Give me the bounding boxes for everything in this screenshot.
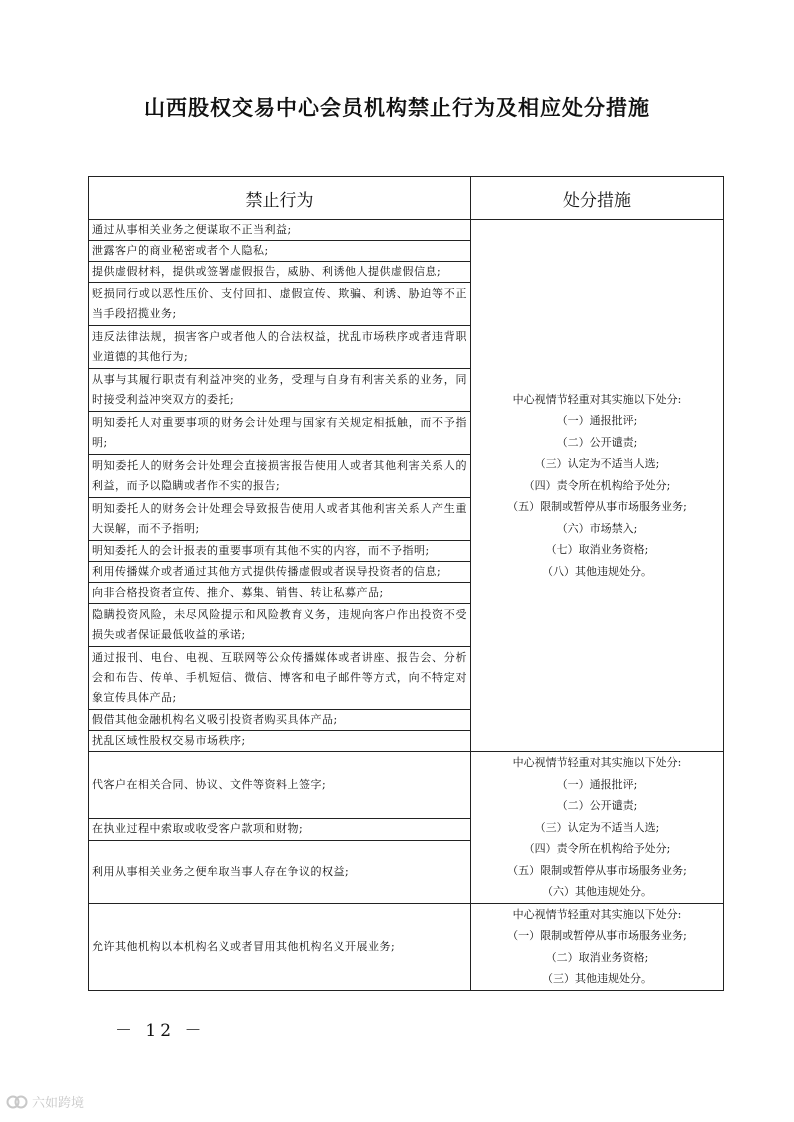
behavior-cell: 提供虚假材料，提供或签署虚假报告，威胁、利诱他人提供虚假信息; xyxy=(89,262,471,283)
behavior-cell: 代客户在相关合同、协议、文件等资料上签字; xyxy=(89,752,471,819)
measure-line: （一）限制或暂停从事市场服务业务; xyxy=(507,929,687,942)
measure-line: （二）取消业务资格; xyxy=(545,950,649,964)
measures-cell-group-2 xyxy=(471,752,724,904)
behavior-cell: 隐瞒投资风险，未尽风险提示和风险教育义务，违规向客户作出投资不受损失或者保证最低收益的承诺; xyxy=(89,604,471,647)
measure-line: （三）认定为不适当人选; xyxy=(534,820,660,834)
behavior-cell: 泄露客户的商业秘密或者个人隐私; xyxy=(89,241,471,262)
behavior-cell: 利用从事相关业务之便牟取当事人存在争议的权益; xyxy=(89,840,471,903)
measure-line: （三）其他违规处分。 xyxy=(542,972,652,985)
behavior-cell: 通过报刊、电台、电视、互联网等公众传播媒体或者讲座、报告会、分析会和布告、传单、手机短信、微信、博客和电子邮件等方式，向不特定对象宣传具体产品; xyxy=(89,647,471,710)
measure-line: （六）市场禁入; xyxy=(556,521,638,535)
table-row xyxy=(89,903,724,990)
rules-table xyxy=(88,176,724,991)
measures-cell-group-3 xyxy=(471,903,724,990)
page-title: 山西股权交易中心会员机构禁止行为及相应处分措施 xyxy=(144,95,650,120)
measure-line: 中心视情节轻重对其实施以下处分: xyxy=(512,756,682,769)
measure-line: （二）公开谴责; xyxy=(556,435,638,449)
table-row xyxy=(89,752,724,819)
watermark-logo-icon xyxy=(6,1094,28,1110)
behavior-cell: 违反法律法规，损害客户或者他人的合法权益，扰乱市场秩序或者违背职业道德的其他行为; xyxy=(89,326,471,369)
measures-cell-group-1 xyxy=(471,220,724,752)
behavior-cell: 从事与其履行职责有利益冲突的业务，受理与自身有利害关系的业务，同时接受利益冲突双方的委托; xyxy=(89,369,471,412)
page-number: － 12 － xyxy=(115,1021,206,1041)
behavior-cell: 假借其他金融机构名义吸引投资者购买具体产品; xyxy=(89,710,471,731)
behavior-cell: 通过从事相关业务之便谋取不正当利益; xyxy=(89,220,471,241)
measure-line: （一）通报批评; xyxy=(556,414,638,428)
measure-line: （六）其他违规处分。 xyxy=(542,885,652,898)
behavior-cell: 贬损同行或以恶性压价、支付回扣、虚假宣传、欺骗、利诱、胁迫等不正当手段招揽业务; xyxy=(89,283,471,326)
measure-line: （一）通报批评; xyxy=(556,777,638,791)
behavior-cell: 利用传播媒介或者通过其他方式提供传播虚假或者误导投资者的信息; xyxy=(89,562,471,583)
behavior-cell: 明知委托人的财务会计处理会导致报告使用人或者其他利害关系人产生重大误解，而不予指明; xyxy=(89,498,471,541)
measure-line: （四）责令所在机构给予处分; xyxy=(523,842,671,855)
behavior-cell: 明知委托人的会计报表的重要事项有其他不实的内容，而不予指明; xyxy=(89,541,471,562)
measure-line: （八）其他违规处分。 xyxy=(542,564,652,578)
table-row xyxy=(89,220,724,241)
watermark xyxy=(6,1092,84,1111)
behavior-cell: 明知委托人对重要事项的财务会计处理与国家有关规定相抵触，而不予指明; xyxy=(89,412,471,455)
behavior-cell: 向非合格投资者宣传、推介、募集、销售、转让私募产品; xyxy=(89,583,471,604)
header-disciplinary-measures: 处分措施 xyxy=(471,177,724,220)
table-header-row xyxy=(89,177,724,220)
measure-line: （五）限制或暂停从事市场服务业务; xyxy=(507,500,687,514)
behavior-cell: 明知委托人的财务会计处理会直接损害报告使用人或者其他利害关系人的利益，而予以隐瞒或者作不实的报告; xyxy=(89,455,471,498)
measure-line: （七）取消业务资格; xyxy=(545,543,649,557)
measure-line: （五）限制或暂停从事市场服务业务; xyxy=(507,863,687,877)
behavior-cell: 允许其他机构以本机构名义或者冒用其他机构名义开展业务; xyxy=(89,903,471,990)
measure-line: （三）认定为不适当人选; xyxy=(534,457,660,471)
measure-line: （四）责令所在机构给予处分; xyxy=(523,478,671,492)
watermark-text: 六如跨境 xyxy=(32,1096,85,1111)
behavior-cell: 扰乱区域性股权交易市场秩序; xyxy=(89,731,471,752)
measure-line: 中心视情节轻重对其实施以下处分: xyxy=(512,907,682,921)
behavior-cell: 在执业过程中索取或收受客户款项和财物; xyxy=(89,818,471,840)
header-prohibited-behavior: 禁止行为 xyxy=(89,177,471,220)
measure-line: （二）公开谴责; xyxy=(556,799,638,812)
measure-line: 中心视情节轻重对其实施以下处分: xyxy=(512,392,682,406)
